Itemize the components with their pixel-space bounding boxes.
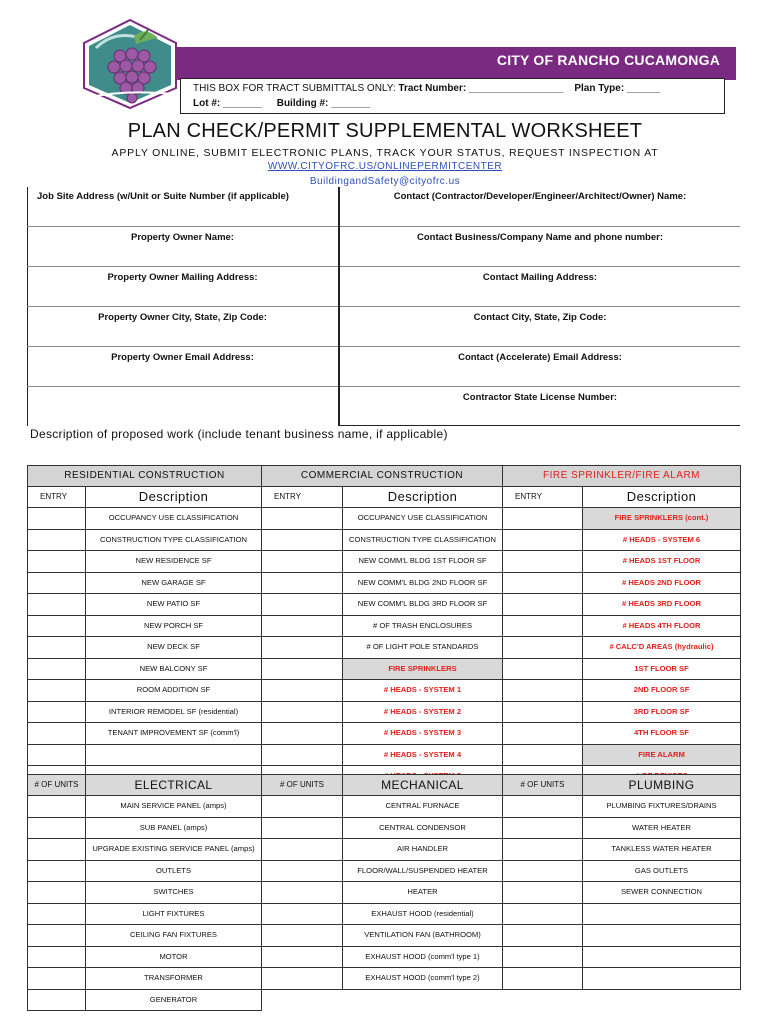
- units-cell[interactable]: [28, 839, 86, 861]
- entry-cell[interactable]: [28, 615, 86, 637]
- entry-cell[interactable]: [503, 701, 583, 723]
- units-cell[interactable]: [28, 817, 86, 839]
- units-cell[interactable]: [262, 882, 343, 904]
- units-cell[interactable]: [28, 860, 86, 882]
- units-cell[interactable]: [503, 946, 583, 968]
- units-cell[interactable]: [503, 839, 583, 861]
- description-header: Description: [583, 487, 741, 508]
- residential-description: NEW PATIO SF: [86, 594, 262, 616]
- units-cell[interactable]: [262, 968, 343, 990]
- description-of-work-label: Description of proposed work (include tenant business name, if applicable): [30, 427, 448, 441]
- table-row: [28, 658, 741, 680]
- entry-cell[interactable]: [28, 637, 86, 659]
- residential-description: CONSTRUCTION TYPE CLASSIFICATION: [86, 529, 262, 551]
- units-cell[interactable]: [28, 796, 86, 818]
- property-owner-name-label: Property Owner Name:: [131, 232, 234, 243]
- plumbing-description: WATER HEATER: [583, 817, 741, 839]
- entry-cell[interactable]: [503, 508, 583, 530]
- plumbing-description: GAS OUTLETS: [583, 860, 741, 882]
- units-cell[interactable]: [262, 989, 343, 1011]
- commercial-description: # OF LIGHT POLE STANDARDS: [343, 637, 503, 659]
- mechanical-description: AIR HANDLER: [343, 839, 503, 861]
- table-row: [28, 615, 741, 637]
- table-row: [28, 903, 741, 925]
- residential-description: OCCUPANCY USE CLASSIFICATION: [86, 508, 262, 530]
- units-cell[interactable]: [503, 903, 583, 925]
- commercial-description: FIRE SPRINKLERS: [343, 658, 503, 680]
- electrical-description: SUB PANEL (amps): [86, 817, 262, 839]
- contact-city-state-zip-field[interactable]: [340, 307, 740, 347]
- electrical-description: MOTOR: [86, 946, 262, 968]
- entry-header: ENTRY: [262, 487, 343, 508]
- fire-description: FIRE SPRINKLERS (cont.): [583, 508, 741, 530]
- electrical-description: TRANSFORMER: [86, 968, 262, 990]
- email-link[interactable]: BuildingandSafety@cityofrc.us: [309, 176, 461, 187]
- contact-info-grid: [27, 187, 740, 426]
- owner-email-label: Property Owner Email Address:: [111, 352, 254, 363]
- plumbing-description: [583, 903, 741, 925]
- entry-cell[interactable]: [262, 637, 343, 659]
- electrical-description: OUTLETS: [86, 860, 262, 882]
- commercial-description: # OF TRASH ENCLOSURES: [343, 615, 503, 637]
- owner-email-field[interactable]: [27, 347, 338, 387]
- table-row: [28, 637, 741, 659]
- fire-description: 4TH FLOOR SF: [583, 723, 741, 745]
- commercial-description: OCCUPANCY USE CLASSIFICATION: [343, 508, 503, 530]
- tract-line-2: [193, 98, 370, 109]
- table-row: [28, 839, 741, 861]
- mechanical-header: MECHANICAL: [343, 775, 503, 796]
- plumbing-description: [583, 989, 741, 1011]
- table-row: [28, 551, 741, 573]
- fire-description: # HEADS 2ND FLOOR: [583, 572, 741, 594]
- mechanical-description: [343, 989, 503, 1011]
- entry-cell[interactable]: [262, 723, 343, 745]
- table-row: [28, 572, 741, 594]
- commercial-description: # HEADS - SYSTEM 2: [343, 701, 503, 723]
- residential-description: NEW PORCH SF: [86, 615, 262, 637]
- plumbing-description: [583, 968, 741, 990]
- entry-cell[interactable]: [503, 744, 583, 766]
- table-row: [28, 529, 741, 551]
- page-title: PLAN CHECK/PERMIT SUPPLEMENTAL WORKSHEET: [127, 120, 643, 142]
- units-header: # OF UNITS: [503, 775, 583, 796]
- entry-cell[interactable]: [503, 529, 583, 551]
- units-cell[interactable]: [262, 839, 343, 861]
- units-cell[interactable]: [262, 903, 343, 925]
- apply-online-text: APPLY ONLINE, SUBMIT ELECTRONIC PLANS, TRACK YOUR STATUS, REQUEST INSPECTION AT: [111, 147, 659, 159]
- electrical-description: MAIN SERVICE PANEL (amps): [86, 796, 262, 818]
- table-row: [28, 925, 741, 947]
- entry-cell[interactable]: [28, 744, 86, 766]
- residential-description: ROOM ADDITION SF: [86, 680, 262, 702]
- residential-description: NEW BALCONY SF: [86, 658, 262, 680]
- entry-cell[interactable]: [28, 572, 86, 594]
- entry-cell[interactable]: [262, 658, 343, 680]
- mechanical-description: CENTRAL CONDENSOR: [343, 817, 503, 839]
- entry-cell[interactable]: [28, 701, 86, 723]
- residential-construction-header: RESIDENTIAL CONSTRUCTION: [28, 466, 262, 487]
- section-header-row: [28, 466, 741, 487]
- commercial-description: # HEADS - SYSTEM 4: [343, 744, 503, 766]
- entry-cell[interactable]: [503, 594, 583, 616]
- contractor-license-field[interactable]: [340, 387, 740, 426]
- job-site-address-label: Job Site Address (w/Unit or Suite Number (if applicable): [37, 191, 289, 202]
- contact-email-label: Contact (Accelerate) Email Address:: [458, 352, 622, 363]
- units-cell[interactable]: [28, 968, 86, 990]
- entry-cell[interactable]: [28, 551, 86, 573]
- description-header: Description: [86, 487, 262, 508]
- mechanical-description: EXHAUST HOOD (residential): [343, 903, 503, 925]
- entry-cell[interactable]: [262, 551, 343, 573]
- tract-submittal-box: [180, 78, 725, 114]
- mechanical-description: FLOOR/WALL/SUSPENDED HEATER: [343, 860, 503, 882]
- trades-table-body: [28, 796, 741, 1011]
- electrical-description: CEILING FAN FIXTURES: [86, 925, 262, 947]
- units-cell[interactable]: [262, 946, 343, 968]
- contact-name-field[interactable]: [340, 187, 740, 227]
- entry-cell[interactable]: [503, 680, 583, 702]
- entry-cell[interactable]: [503, 615, 583, 637]
- units-cell[interactable]: [503, 882, 583, 904]
- entry-cell[interactable]: [28, 658, 86, 680]
- owner-mailing-address-label: Property Owner Mailing Address:: [107, 272, 258, 283]
- table-row: [28, 701, 741, 723]
- mechanical-description: EXHAUST HOOD (comm'l type 2): [343, 968, 503, 990]
- fire-sprinkler-alarm-header: FIRE SPRINKLER/FIRE ALARM: [503, 466, 741, 487]
- lot-field[interactable]: Lot #: _______: [193, 98, 262, 109]
- entry-cell[interactable]: [262, 572, 343, 594]
- units-cell[interactable]: [262, 925, 343, 947]
- fire-description: 2ND FLOOR SF: [583, 680, 741, 702]
- tract-line-1: [193, 83, 660, 94]
- table-row: [28, 680, 741, 702]
- plumbing-description: [583, 925, 741, 947]
- table-row: [28, 968, 741, 990]
- property-owner-name-field[interactable]: [27, 227, 338, 267]
- tract-number-field[interactable]: Tract Number: _________________: [398, 83, 564, 94]
- job-site-address-field[interactable]: [27, 187, 338, 227]
- entry-header: ENTRY: [503, 487, 583, 508]
- units-header: # OF UNITS: [262, 775, 343, 796]
- units-cell[interactable]: [28, 989, 86, 1011]
- units-cell[interactable]: [28, 925, 86, 947]
- units-cell[interactable]: [503, 989, 583, 1011]
- electrical-description: UPGRADE EXISTING SERVICE PANEL (amps): [86, 839, 262, 861]
- table-row: [28, 594, 741, 616]
- entry-cell[interactable]: [262, 615, 343, 637]
- units-cell[interactable]: [262, 817, 343, 839]
- electrical-description: SWITCHES: [86, 882, 262, 904]
- entry-cell[interactable]: [28, 723, 86, 745]
- fire-description: FIRE ALARM: [583, 744, 741, 766]
- electrical-description: LIGHT FIXTURES: [86, 903, 262, 925]
- entry-cell[interactable]: [262, 594, 343, 616]
- trades-header-row: [28, 775, 741, 796]
- units-cell[interactable]: [28, 882, 86, 904]
- fire-description: 1ST FLOOR SF: [583, 658, 741, 680]
- entry-cell[interactable]: [262, 529, 343, 551]
- fire-description: 3RD FLOOR SF: [583, 701, 741, 723]
- table-row: [28, 989, 741, 1011]
- commercial-construction-header: COMMERCIAL CONSTRUCTION: [262, 466, 503, 487]
- commercial-description: # HEADS - SYSTEM 1: [343, 680, 503, 702]
- plan-type-field[interactable]: Plan Type: ______: [574, 83, 661, 94]
- plumbing-description: SEWER CONNECTION: [583, 882, 741, 904]
- contact-business-label: Contact Business/Company Name and phone number:: [417, 232, 663, 243]
- description-header: Description: [343, 487, 503, 508]
- commercial-description: # HEADS - SYSTEM 3: [343, 723, 503, 745]
- electrical-description: GENERATOR: [86, 989, 262, 1011]
- units-cell[interactable]: [503, 968, 583, 990]
- fire-description: # HEADS 3RD FLOOR: [583, 594, 741, 616]
- units-cell[interactable]: [28, 946, 86, 968]
- city-title: CITY OF RANCHO CUCAMONGA: [496, 52, 720, 68]
- entry-cell[interactable]: [503, 658, 583, 680]
- entry-cell[interactable]: [28, 594, 86, 616]
- table-row: [28, 860, 741, 882]
- owner-city-state-zip-field[interactable]: [27, 307, 338, 347]
- tract-box-instruction: THIS BOX FOR TRACT SUBMITTALS ONLY:: [193, 83, 396, 94]
- table-row: [28, 508, 741, 530]
- construction-table: [27, 465, 741, 788]
- units-cell[interactable]: [262, 860, 343, 882]
- contact-business-field[interactable]: [340, 227, 740, 267]
- contractor-license-label: Contractor State License Number:: [462, 392, 618, 403]
- commercial-description: CONSTRUCTION TYPE CLASSIFICATION: [343, 529, 503, 551]
- entry-cell[interactable]: [28, 529, 86, 551]
- residential-description: INTERIOR REMODEL SF (residential): [86, 701, 262, 723]
- units-cell[interactable]: [28, 903, 86, 925]
- entry-header: ENTRY: [28, 487, 86, 508]
- construction-table-body: [28, 508, 741, 788]
- permit-center-link[interactable]: WWW.CITYOFRC.US/ONLINEPERMITCENTER: [267, 161, 503, 172]
- table-row: [28, 744, 741, 766]
- contact-name-label: Contact (Contractor/Developer/Engineer/Architect/Owner) Name:: [393, 191, 687, 202]
- entry-cell[interactable]: [503, 723, 583, 745]
- units-cell[interactable]: [503, 817, 583, 839]
- residential-description: NEW RESIDENCE SF: [86, 551, 262, 573]
- entry-cell[interactable]: [503, 551, 583, 573]
- contact-city-state-zip-label: Contact City, State, Zip Code:: [473, 312, 607, 323]
- commercial-description: NEW COMM'L BLDG 2ND FLOOR SF: [343, 572, 503, 594]
- table-row: [28, 723, 741, 745]
- table-row: [28, 817, 741, 839]
- fire-description: # HEADS - SYSTEM 6: [583, 529, 741, 551]
- mechanical-description: EXHAUST HOOD (comm'l type 1): [343, 946, 503, 968]
- mechanical-description: HEATER: [343, 882, 503, 904]
- city-seal-logo: [76, 18, 184, 110]
- entry-cell[interactable]: [262, 744, 343, 766]
- owner-city-state-zip-label: Property Owner City, State, Zip Code:: [98, 312, 267, 323]
- residential-description: [86, 744, 262, 766]
- electrical-header: ELECTRICAL: [86, 775, 262, 796]
- commercial-description: NEW COMM'L BLDG 3RD FLOOR SF: [343, 594, 503, 616]
- mechanical-description: VENTILATION FAN (BATHROOM): [343, 925, 503, 947]
- contact-email-field[interactable]: [340, 347, 740, 387]
- trades-table: [27, 774, 741, 1011]
- entry-cell[interactable]: [28, 680, 86, 702]
- table-row: [28, 882, 741, 904]
- building-field[interactable]: Building #: _______: [276, 98, 371, 109]
- plumbing-description: TANKLESS WATER HEATER: [583, 839, 741, 861]
- owner-mailing-address-field[interactable]: [27, 267, 338, 307]
- residential-description: TENANT IMPROVEMENT SF (comm'l): [86, 723, 262, 745]
- units-cell[interactable]: [503, 925, 583, 947]
- commercial-description: NEW COMM'L BLDG 1ST FLOOR SF: [343, 551, 503, 573]
- units-cell[interactable]: [503, 860, 583, 882]
- mechanical-description: CENTRAL FURNACE: [343, 796, 503, 818]
- fire-description: # HEADS 4TH FLOOR: [583, 615, 741, 637]
- residential-description: NEW GARAGE SF: [86, 572, 262, 594]
- plumbing-description: [583, 946, 741, 968]
- units-header: # OF UNITS: [28, 775, 86, 796]
- residential-description: NEW DECK SF: [86, 637, 262, 659]
- entry-cell[interactable]: [503, 572, 583, 594]
- entry-cell[interactable]: [503, 637, 583, 659]
- fire-description: # HEADS 1ST FLOOR: [583, 551, 741, 573]
- fire-description: # CALC'D AREAS (hydraulic): [583, 637, 741, 659]
- units-cell[interactable]: [262, 796, 343, 818]
- column-header-row: [28, 487, 741, 508]
- entry-cell[interactable]: [262, 680, 343, 702]
- table-row: [28, 796, 741, 818]
- units-cell[interactable]: [503, 796, 583, 818]
- table-row: [28, 946, 741, 968]
- entry-cell[interactable]: [262, 508, 343, 530]
- plumbing-header: PLUMBING: [583, 775, 741, 796]
- contact-mailing-address-label: Contact Mailing Address:: [482, 272, 598, 283]
- entry-cell[interactable]: [262, 701, 343, 723]
- entry-cell[interactable]: [28, 508, 86, 530]
- contact-mailing-address-field[interactable]: [340, 267, 740, 307]
- plumbing-description: PLUMBING FIXTURES/DRAINS: [583, 796, 741, 818]
